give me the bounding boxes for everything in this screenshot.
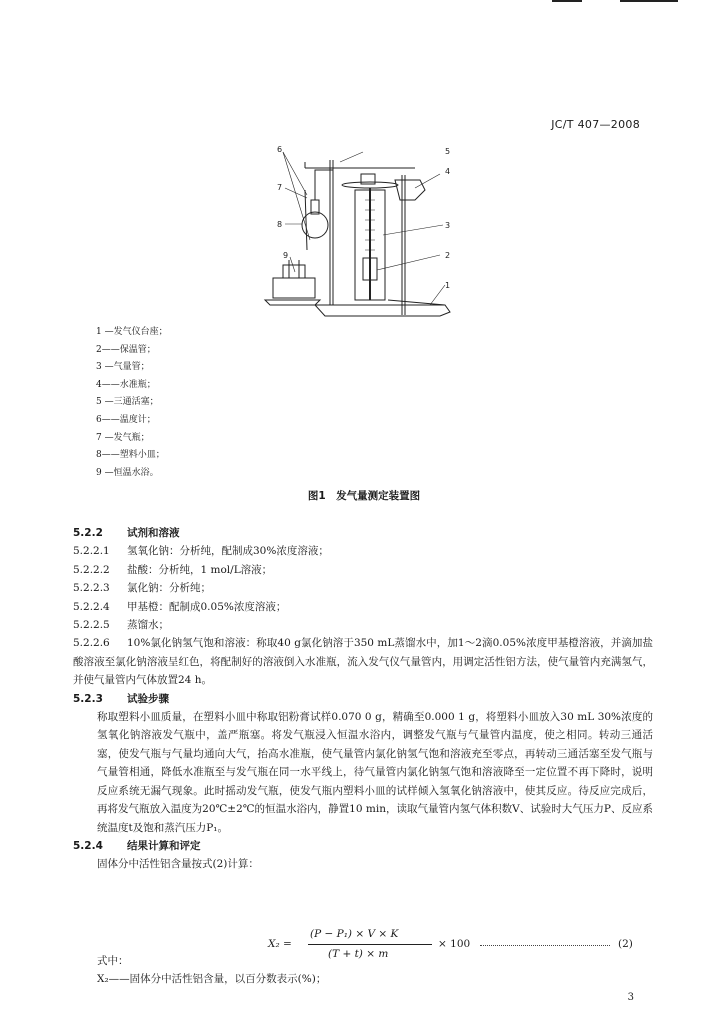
document-body	[73, 524, 653, 874]
formula-multiplier: × 100	[438, 938, 471, 950]
list-item: 5.2.2.1 氢氧化钠：分析纯，配制成30%浓度溶液；	[73, 545, 329, 558]
leader-dots	[480, 945, 610, 946]
fraction-bar	[308, 944, 432, 945]
legend-item: 8——塑料小皿；	[96, 450, 165, 461]
apparatus-figure	[255, 140, 455, 325]
formula-lhs: X₂ =	[268, 938, 292, 950]
figure-caption: 图1 发气量测定装置图	[307, 490, 421, 502]
callout-5: 5	[445, 147, 451, 156]
section-heading-5-2-2: 5.2.2 试剂和溶液	[73, 527, 180, 539]
figure-legend	[96, 324, 168, 482]
callout-8: 8	[277, 220, 283, 229]
callout-6: 6	[277, 145, 283, 154]
section-heading-5-2-4: 5.2.4 结果计算和评定	[73, 839, 201, 852]
paragraph-5-2-3: 称取塑料小皿质量，在塑料小皿中称取铝粉膏试样0.070 0 g，精确至0.000 1 g，将塑料小皿放入30 mL 30%浓度的氢氧化钠溶液发气瓶中，盖严瓶塞。将发气瓶浸入恒温水浴内，调整发气瓶与气量管内温度，使之相同。转动三通活塞，使发气瓶与气量均通向大气，抬高水准瓶，使气量管内氯化钠氢气饱和溶液充至零点，再转动三通活塞至发气瓶与气量管相通，降低水准瓶至与发气瓶在同一水平线上，待气量管内氯化钠氢气饱和溶液降至一定位置不再下降时，说明反应系统无漏气现象。此时摇动发气瓶，使发气瓶内塑料小皿的试样倾入氢氧化钠溶液中，使其反应。待反应完成后，再将发气瓶放入温度为20℃±2℃的恒温水浴内，静置10 min，读取气量管内氢气体积数V、试验时大气压力P、反应系统温度t及饱和蒸汽压力P₁。	[97, 711, 653, 834]
formula-intro: 固体分中活性铝含量按式(2)计算：	[97, 858, 259, 871]
standard-code: JC/T 407—2008	[551, 118, 640, 131]
list-item: 5.2.2.3 氯化钠：分析纯；	[73, 582, 211, 595]
callout-2: 2	[445, 251, 451, 260]
three-way-valve	[342, 182, 398, 188]
top-rule-1	[552, 0, 582, 2]
where-block	[73, 952, 653, 989]
top-rule-2	[620, 0, 678, 2]
formula-denominator: (T + t) × m	[328, 948, 389, 960]
water-bath	[273, 278, 315, 298]
legend-item: 5 —三通活塞；	[96, 397, 159, 408]
callout-3: 3	[445, 221, 451, 230]
callout-7: 7	[277, 183, 283, 192]
callout-9: 9	[283, 251, 289, 260]
legend-item: 9 —恒温水浴。	[96, 467, 159, 478]
legend-item: 1 —发气仪台座；	[96, 327, 168, 337]
callout-1: 1	[445, 281, 451, 290]
formula-numerator: (P − P₁) × V × K	[310, 928, 399, 940]
legend-item: 2——保温管；	[96, 344, 156, 355]
section-heading-5-2-3: 5.2.3 试验步骤	[73, 692, 169, 705]
leveling-bottle	[395, 180, 425, 200]
formula-number: (2)	[618, 938, 633, 950]
legend-item: 7 —发气瓶；	[96, 432, 150, 443]
list-item: 5.2.2.2 盐酸：分析纯，1 mol/L溶液；	[73, 563, 273, 576]
paragraph-5-2-2-6: 5.2.2.6 10%氯化钠氢气饱和溶液：称取40 g氯化钠溶于350 mL蒸馏水中，加1～2滴0.05%浓度甲基橙溶液，并滴加盐酸溶液至氯化钠溶液呈红色，将配制好的溶液倒入水准瓶，流入发气仪气量管内，用调定活性铝方法，使气量管内充满氢气，并使气量管内气体放置24 h。	[73, 637, 653, 687]
list-item: 5.2.2.4 甲基橙：配制成0.05%浓度溶液；	[73, 600, 287, 613]
list-item: 5.2.2.5 蒸馏水；	[73, 619, 169, 632]
legend-item: 3 —气量管；	[96, 362, 150, 373]
legend-item: 4——水准瓶；	[96, 379, 156, 390]
where-label: 式中：	[97, 955, 129, 967]
variable-definition: X₂——固体分中活性铝含量，以百分数表示(%)；	[97, 973, 327, 986]
legend-item: 6——温度计；	[96, 414, 156, 425]
callout-4: 4	[445, 167, 451, 176]
page-number: 3	[627, 992, 634, 1003]
stand-base	[315, 305, 450, 316]
